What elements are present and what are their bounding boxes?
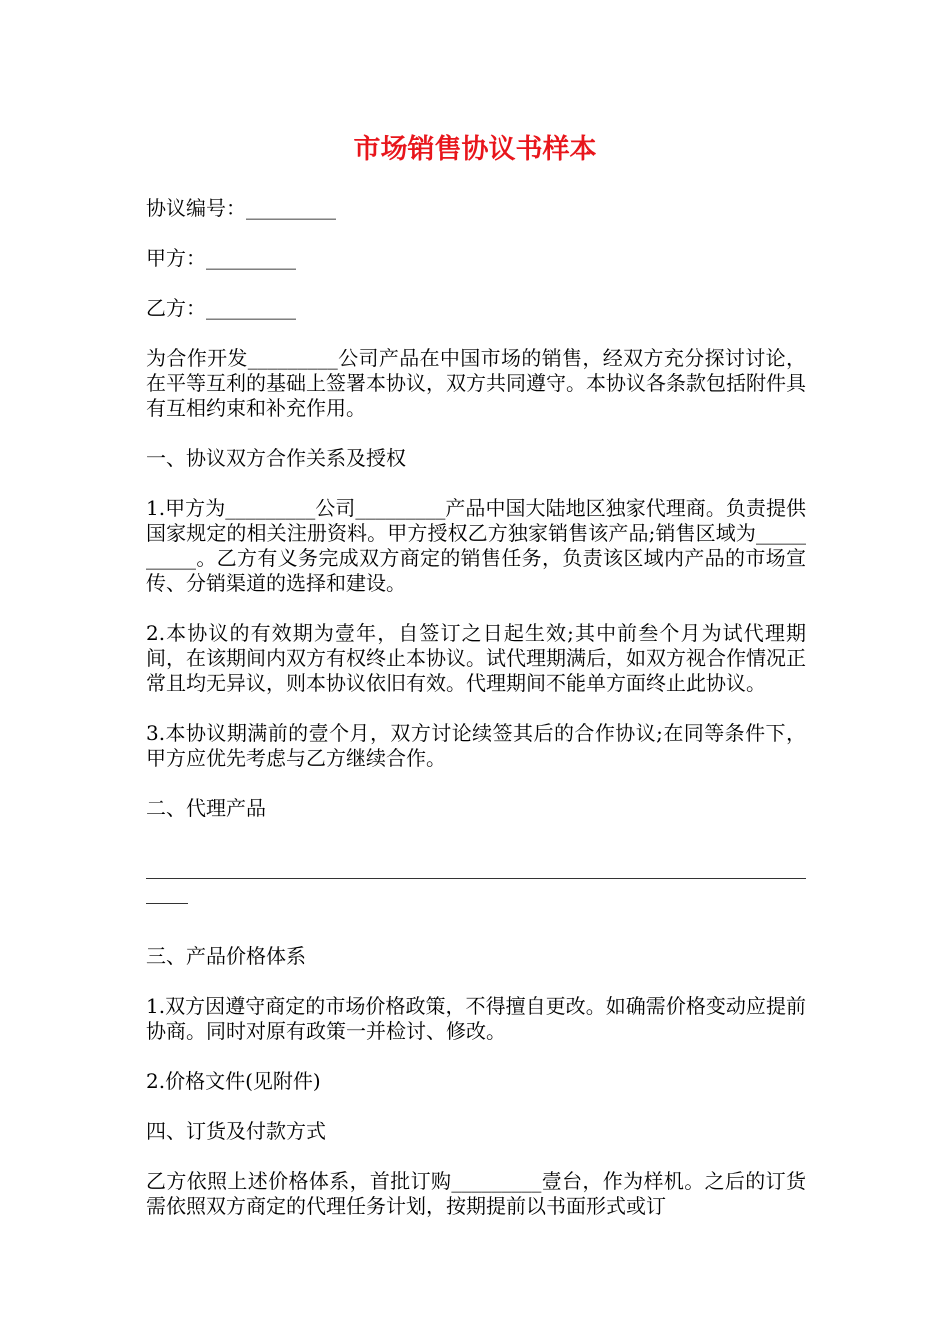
clause-4-1: 乙方依照上述价格体系，首批订购_________壹台，作为样机。之后的订货需依照双方商定的代理任务计划，按期提前以书面形式或订	[146, 1169, 806, 1218]
clause-1-1: 1.甲方为_________公司_________产品中国大陆地区独家代理商。负责提供国家规定的相关注册资料。甲方授权乙方独家销售该产品;销售区域为__________。乙方有义务完成双方商定的销售任务，负责该区域内产品的市场宣传、分销渠道的选择和建设。	[146, 496, 806, 595]
product-blank-line	[146, 878, 806, 879]
clause-1-3: 3.本协议期满前的壹个月，双方讨论续签其后的合作协议;在同等条件下，甲方应优先考虑与乙方继续合作。	[146, 721, 806, 770]
section-heading-4: 四、订货及付款方式	[146, 1119, 326, 1143]
clause-3-1: 1.双方因遵守商定的市场价格政策，不得擅自更改。如确需价格变动应提前协商。同时对原有政策一并检讨、修改。	[146, 994, 806, 1043]
section-heading-2: 二、代理产品	[146, 796, 266, 820]
party-b-line: 乙方：_________	[146, 296, 296, 320]
document-body	[146, 196, 806, 1244]
preamble-paragraph: 为合作开发_________公司产品在中国市场的销售，经双方充分探讨讨论，在平等互利的基础上签署本协议，双方共同遵守。本协议各条款包括附件具有互相约束和补充作用。	[146, 346, 806, 420]
section-heading-3: 三、产品价格体系	[146, 944, 306, 968]
clause-3-2: 2.价格文件(见附件)	[146, 1069, 321, 1093]
product-blank-line-tail	[146, 903, 188, 904]
document-title: 市场销售协议书样本	[353, 134, 597, 165]
agreement-number-line: 协议编号：_________	[146, 196, 336, 220]
party-a-line: 甲方：_________	[146, 246, 296, 270]
clause-1-2: 2.本协议的有效期为壹年，自签订之日起生效;其中前叁个月为试代理期间，在该期间内双方有权终止本协议。试代理期满后，如双方视合作情况正常且均无异议，则本协议依旧有效。代理期间不能单方面终止此协议。	[146, 621, 806, 695]
section-heading-1: 一、协议双方合作关系及授权	[146, 446, 406, 470]
